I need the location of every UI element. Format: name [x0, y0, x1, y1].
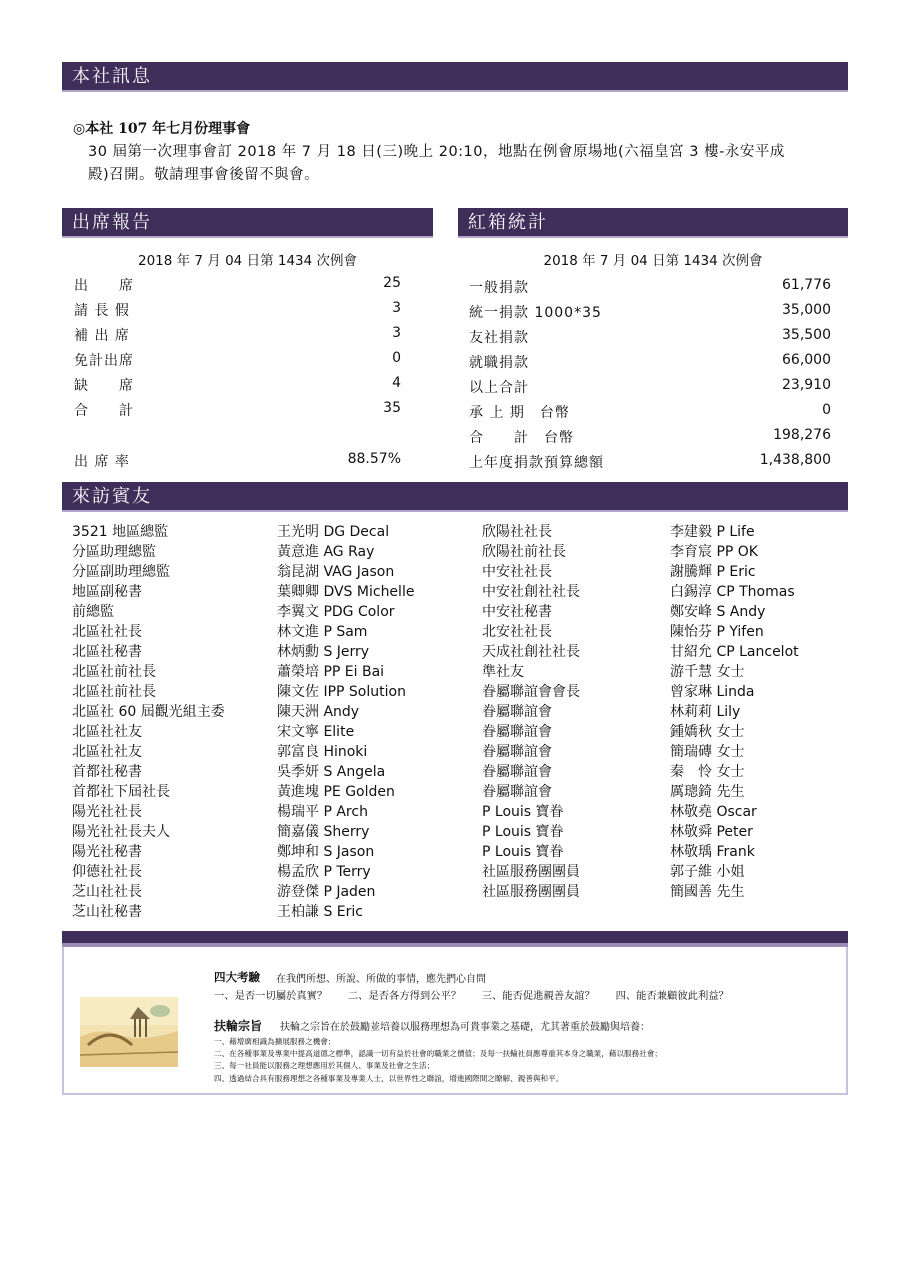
redbox-row-value: 61,776	[782, 277, 831, 293]
redbox-row-value: 35,000	[782, 302, 831, 318]
rotary-object-item-1: 一、藉增廣相識為擴展服務之機會；	[214, 1037, 336, 1046]
attendance-title: 出席報告	[72, 212, 152, 233]
redbox-title: 紅箱統計	[468, 212, 548, 233]
redbox-row	[469, 377, 831, 402]
visitors-col-names-2	[670, 522, 799, 902]
four-way-test-title: 四大考驗	[214, 970, 260, 984]
visitor-name: 鍾嬌秋 女士	[670, 724, 745, 740]
visitor-name: 曾家琳 Linda	[670, 684, 755, 700]
attendance-row	[74, 300, 401, 325]
visitor-title: 陽光社社長夫人	[72, 824, 170, 840]
notice-body	[88, 141, 848, 187]
visitor-name: 白錫淳 CP Thomas	[670, 584, 795, 600]
visitor-name: 葉卿卿 DVS Michelle	[277, 584, 415, 600]
visitor-name: 林敬堯 Oscar	[670, 804, 757, 820]
redbox-row-value: 35,500	[782, 327, 831, 343]
rotary-object-item-2: 二、在各種事業及專業中提高道德之標準，認識一切有益於社會的職業之價值；及每一扶輪社員應尊重其本身之職業，藉以服務社會；	[214, 1049, 663, 1058]
attendance-row-value: 25	[383, 275, 401, 291]
visitor-title: P Louis 寶眷	[482, 844, 564, 860]
visitor-name: 陳文佐 IPP Solution	[277, 684, 406, 700]
rotary-object-intro: 扶輪之宗旨在於鼓勵並培養以服務理想為可貴事業之基礎，尤其著重於鼓勵與培養：	[280, 1022, 650, 1033]
visitors-col-titles-1	[72, 522, 225, 922]
attendance-date: 2018 年 7 月 04 日第 1434 次例會	[137, 253, 358, 269]
rotary-object-title: 扶輪宗旨	[214, 1019, 263, 1033]
redbox-row-label: 以上合計	[469, 380, 529, 396]
visitor-title: 分區副助理總監	[72, 564, 170, 580]
visitor-title: P Louis 寶眷	[482, 804, 564, 820]
attendance-row	[74, 350, 401, 375]
visitor-name: 李翼文 PDG Color	[277, 604, 395, 620]
visitor-title: P Louis 寶眷	[482, 824, 564, 840]
notice-line-1: 30 屆第一次理事會訂 2018 年 7 月 18 日(三)晚上 20:10，地點在例會原場地(六福皇宮 3 樓-永安平成	[88, 144, 785, 160]
visitor-name: 翁昆湖 VAG Jason	[277, 564, 395, 580]
visitor-title: 北區社前社長	[72, 664, 156, 680]
section-title: 本社訊息	[72, 66, 152, 87]
visitor-title: 眷屬聯誼會	[482, 724, 552, 740]
redbox-row-label: 就職捐款	[469, 355, 529, 371]
visitor-title: 眷屬聯誼會	[482, 744, 552, 760]
visitor-title: 社區服務團團員	[482, 864, 580, 880]
visitor-title: 3521 地區總監	[72, 524, 169, 540]
visitor-title: 眷屬聯誼會	[482, 704, 552, 720]
visitor-name: 黃進塊 PE Golden	[277, 784, 395, 800]
section-header-club-news	[62, 62, 848, 92]
visitors-col-titles-2	[482, 522, 580, 902]
visitor-title: 中安社秘書	[482, 604, 552, 620]
visitor-name: 游登傑 P Jaden	[277, 884, 376, 900]
visitor-name: 厲璁錡 先生	[670, 784, 745, 800]
notice-line-2: 殿)召開。敬請理事會後留不與會。	[88, 167, 320, 183]
visitor-title: 北區社秘書	[72, 644, 142, 660]
four-way-test-intro: 在我們所想、所說、所做的事情，應先捫心自問	[276, 974, 486, 985]
visitor-title: 首都社下屆社長	[72, 784, 170, 800]
landscape-illustration	[80, 997, 178, 1067]
redbox-row-value: 66,000	[782, 352, 831, 368]
visitor-name: 李建毅 P Life	[670, 524, 755, 540]
attendance-row-value: 0	[392, 350, 401, 366]
redbox-row	[469, 352, 831, 377]
redbox-row-label: 一般捐款	[469, 280, 529, 296]
visitor-name: 鄭安峰 S Andy	[670, 604, 766, 620]
visitor-name: 陳怡芬 P Yifen	[670, 624, 764, 640]
redbox-row-value: 1,438,800	[759, 452, 831, 468]
visitor-name: 吳季妍 S Angela	[277, 764, 386, 780]
visitor-name: 楊瑞平 P Arch	[277, 804, 368, 820]
attendance-row-label: 出 席	[74, 278, 134, 294]
visitor-title: 陽光社社長	[72, 804, 142, 820]
redbox-row-value: 198,276	[773, 427, 831, 443]
visitor-name: 林敬舜 Peter	[670, 824, 753, 840]
visitor-name: 郭富良 Hinoki	[277, 744, 368, 760]
redbox-row-label: 友社捐款	[469, 330, 529, 346]
attendance-rate-label: 出 席 率	[74, 454, 130, 470]
visitor-title: 陽光社秘書	[72, 844, 142, 860]
visitor-name: 謝騰輝 P Eric	[670, 564, 756, 580]
visitors-col-names-1	[277, 522, 414, 922]
visitor-title: 中安社創社社長	[482, 584, 580, 600]
visitor-name: 簡國善 先生	[670, 884, 745, 900]
visitor-title: 欣陽社社長	[482, 524, 552, 540]
visitor-title: 北安社社長	[482, 624, 552, 640]
redbox-row	[469, 402, 831, 427]
visitor-name: 李育宸 PP OK	[670, 544, 758, 560]
visitor-name: 楊孟欣 P Terry	[277, 864, 371, 880]
visitor-name: 鄭坤和 S Jason	[277, 844, 375, 860]
visitor-name: 王柏謙 S Eric	[277, 904, 363, 920]
visitor-name: 秦 怜 女士	[670, 764, 745, 780]
visitor-title: 北區社 60 屆觀光組主委	[72, 704, 225, 720]
redbox-header	[458, 208, 848, 238]
attendance-row	[74, 275, 401, 300]
visitor-title: 分區助理總監	[72, 544, 156, 560]
redbox-row	[469, 277, 831, 302]
redbox-row	[469, 327, 831, 352]
visitor-name: 林炳勳 S Jerry	[277, 644, 370, 660]
redbox-row	[469, 427, 831, 452]
visitor-title: 中安社社長	[482, 564, 552, 580]
attendance-rate-value: 88.57%	[347, 451, 401, 467]
visitor-title: 北區社社友	[72, 744, 142, 760]
attendance-row	[74, 325, 401, 350]
visitors-header	[62, 482, 848, 512]
redbox-row-label: 上年度捐款預算總額	[469, 455, 604, 471]
attendance-row-value: 3	[392, 300, 401, 316]
attendance-row-label: 請 長 假	[74, 303, 130, 319]
visitor-title: 欣陽社前社長	[482, 544, 566, 560]
visitor-name: 游千慧 女士	[670, 664, 745, 680]
visitor-title: 天成社創社社長	[482, 644, 580, 660]
attendance-row-value: 35	[383, 400, 401, 416]
redbox-row	[469, 452, 831, 477]
footer-bar	[62, 931, 848, 943]
visitor-name: 林文進 P Sam	[277, 624, 368, 640]
visitor-name: 陳天洲 Andy	[277, 704, 360, 720]
visitor-title: 北區社社友	[72, 724, 142, 740]
visitor-name: 林莉莉 Lily	[670, 704, 741, 720]
visitors-title: 來訪賓友	[72, 486, 152, 507]
visitor-title: 社區服務團團員	[482, 884, 580, 900]
visitor-name: 黃意進 AG Ray	[277, 544, 375, 560]
visitor-title: 芝山社秘書	[72, 904, 142, 920]
attendance-row-value: 4	[392, 375, 401, 391]
visitor-title: 眷屬聯誼會會長	[482, 684, 580, 700]
visitor-name: 林敬瑀 Frank	[670, 844, 755, 860]
attendance-row-value: 3	[392, 325, 401, 341]
visitor-title: 眷屬聯誼會	[482, 764, 552, 780]
visitor-title: 北區社社長	[72, 624, 142, 640]
attendance-row-label: 缺 席	[74, 378, 134, 394]
attendance-row-label: 免計出席	[74, 353, 134, 369]
visitor-name: 甘紹允 CP Lancelot	[670, 644, 799, 660]
rotary-object-item-4: 四、透過結合具有服務理想之各種事業及專業人士，以世界性之聯誼，增進國際間之瞭解、親善與和平。	[214, 1074, 564, 1083]
visitor-name: 蕭榮培 PP Ei Bai	[277, 664, 385, 680]
visitor-name: 郭子維 小姐	[670, 864, 745, 880]
visitor-title: 眷屬聯誼會	[482, 784, 552, 800]
visitor-title: 首都社秘書	[72, 764, 142, 780]
visitor-name: 簡瑞磚 女士	[670, 744, 745, 760]
attendance-row-label: 補 出 席	[74, 328, 130, 344]
redbox-date: 2018 年 7 月 04 日第 1434 次例會	[543, 253, 763, 269]
redbox-row-label: 承 上 期 台幣	[469, 405, 570, 421]
attendance-header	[62, 208, 433, 238]
notice-title: ◎本社 107 年七月份理事會	[73, 121, 251, 137]
visitor-title: 準社友	[482, 664, 524, 680]
visitor-title: 仰德社社長	[72, 864, 142, 880]
attendance-row	[74, 375, 401, 400]
attendance-rate-row	[74, 451, 401, 476]
redbox-row-value: 23,910	[782, 377, 831, 393]
redbox-row-label: 合 計 台幣	[469, 430, 574, 446]
redbox-row-value: 0	[822, 402, 831, 418]
redbox-row-label: 統一捐款 1000*35	[469, 305, 602, 321]
attendance-row-label: 合 計	[74, 403, 134, 419]
visitor-title: 芝山社社長	[72, 884, 142, 900]
visitor-title: 地區副秘書	[72, 584, 142, 600]
rotary-object-item-3: 三、每一社員能以服務之理想應用於其個人、事業及社會之生活；	[214, 1061, 435, 1070]
four-way-test-items: 一、是否一切屬於真實？ 二、是否各方得到公平？ 三、能否促進親善友誼？ 四、能否兼顧彼此利益？	[214, 990, 729, 1002]
visitor-name: 王光明 DG Decal	[277, 524, 390, 540]
visitor-name: 宋文寧 Elite	[277, 724, 355, 740]
visitor-title: 前總監	[72, 604, 114, 620]
visitor-name: 簡嘉儀 Sherry	[277, 824, 370, 840]
visitor-title: 北區社前社長	[72, 684, 156, 700]
attendance-row	[74, 400, 401, 425]
redbox-row	[469, 302, 831, 327]
footer-box	[62, 947, 848, 1095]
